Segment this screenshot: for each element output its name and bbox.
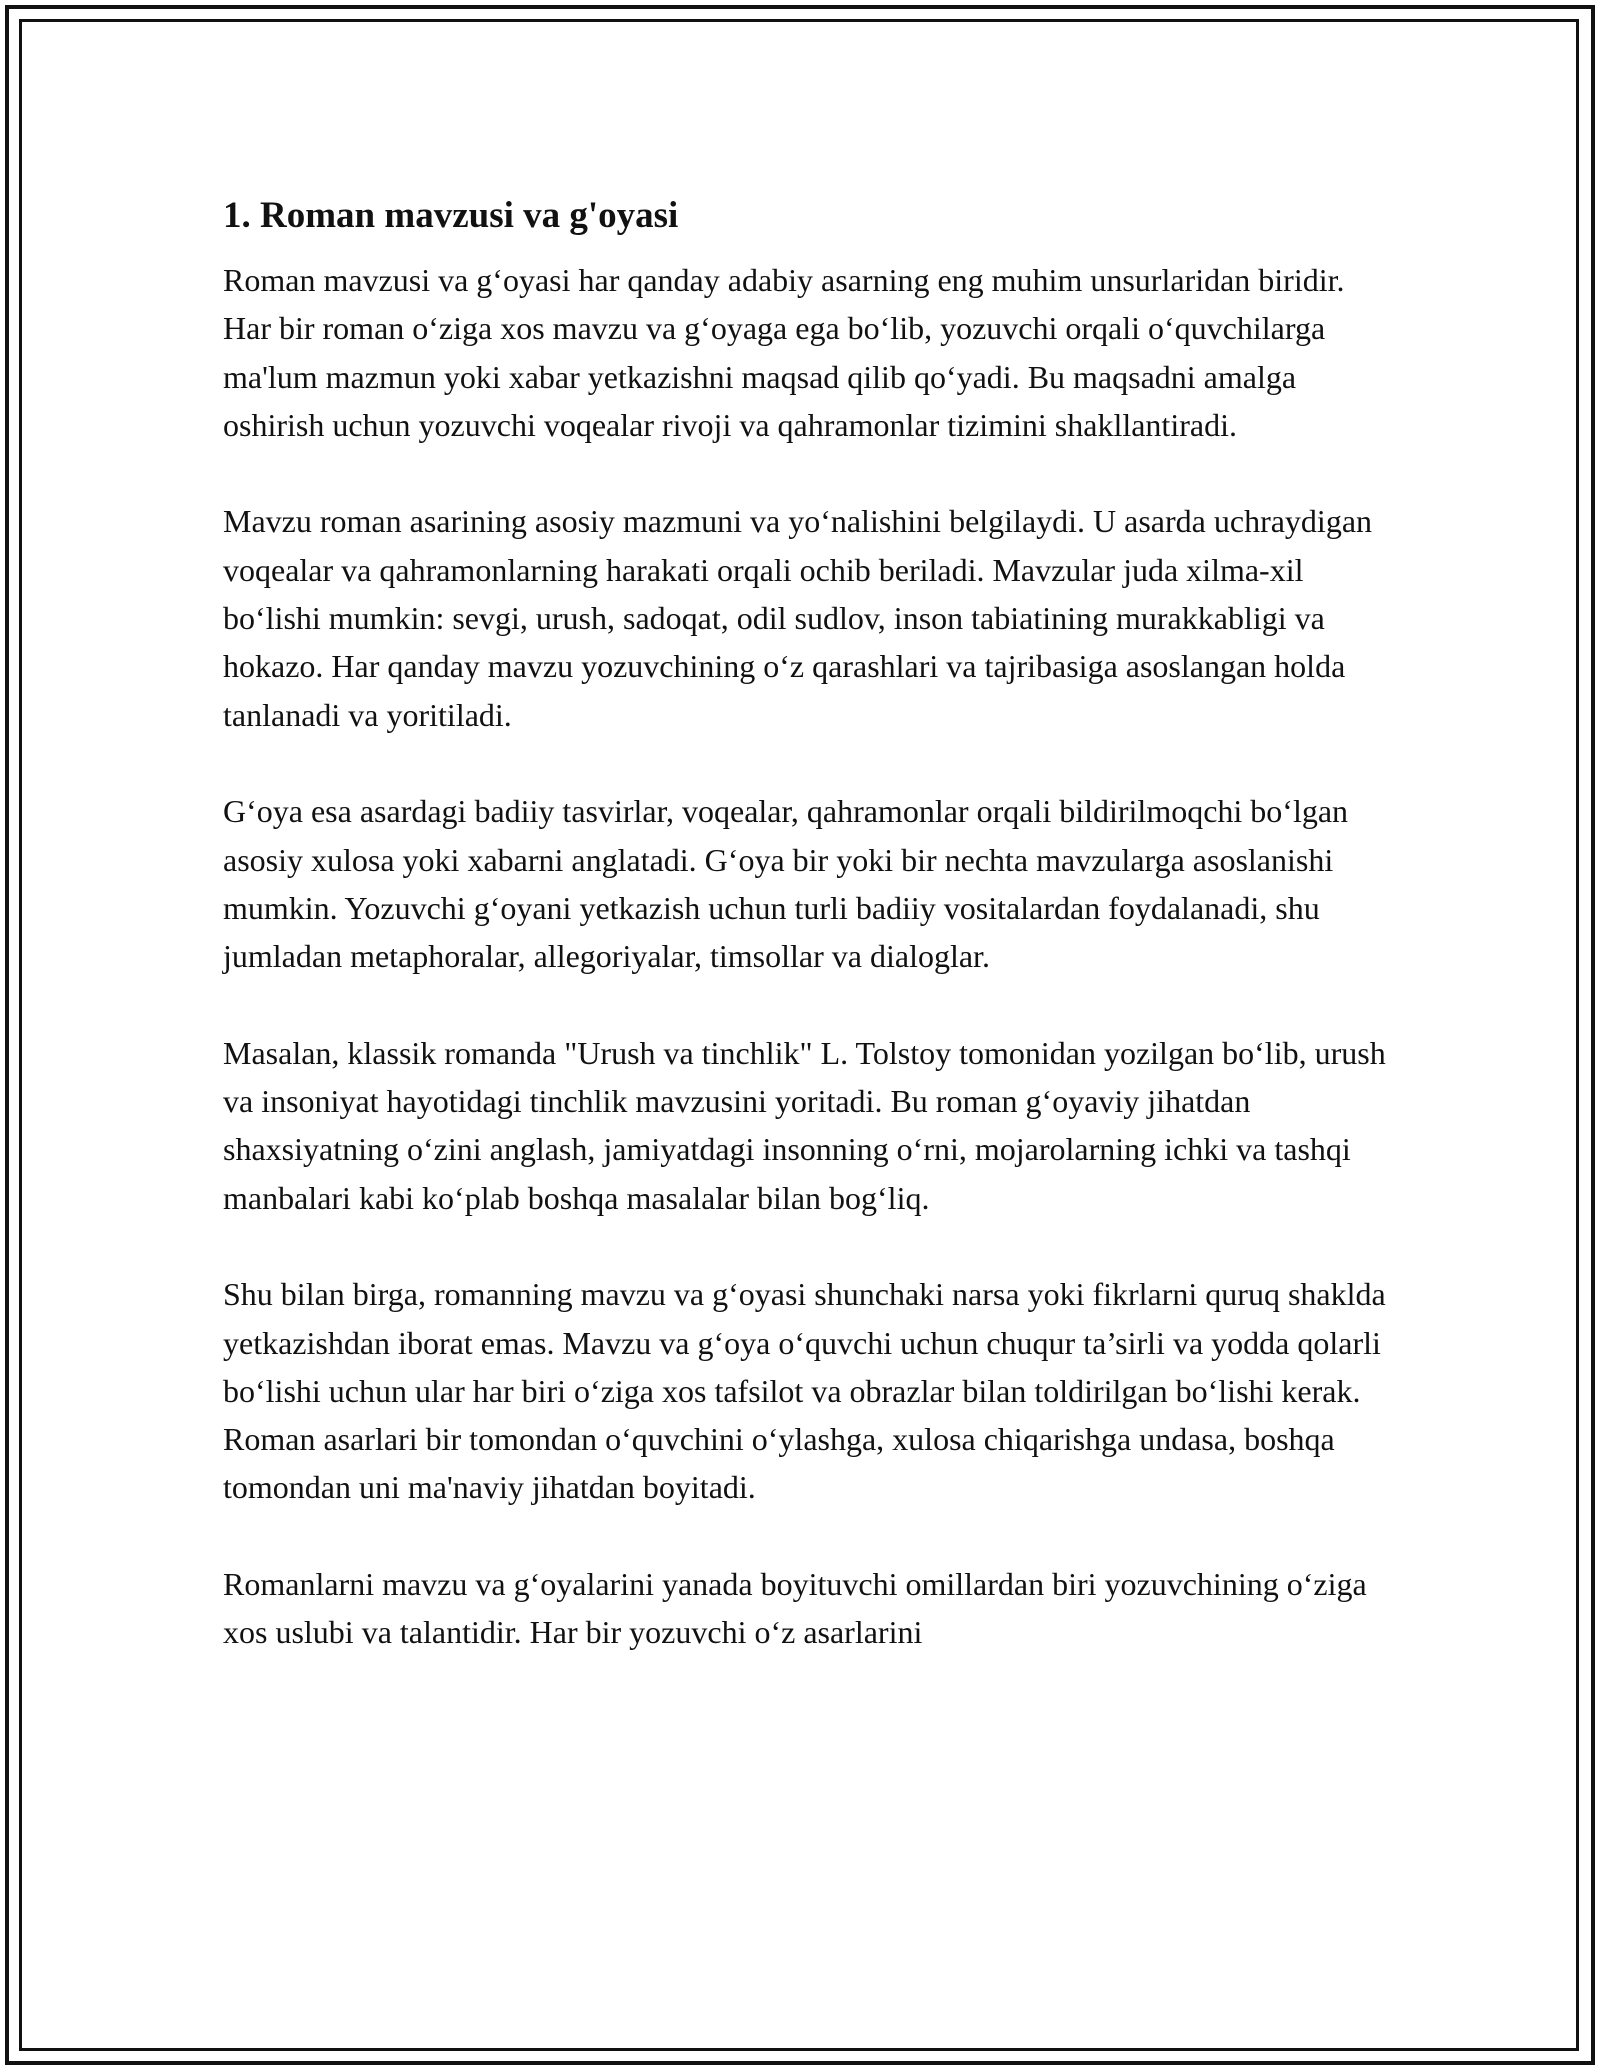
section-heading: 1. Roman mavzusi va g'oyasi xyxy=(223,195,679,236)
paragraph-6: Romanlarni mavzu va g‘oyalarini yanada boyituvchi omillardan biri yozuvchining o‘ziga xos uslubi va talantidir. Har bir yozuvchi o‘z asarlarini xyxy=(223,1566,1367,1651)
paragraph-5: Shu bilan birga, romanning mavzu va g‘oyasi shunchaki narsa yoki fikrlarni quruq shaklda yetkazishdan iborat emas. Mavzu va g‘oya o‘quvchi uchun chuqur ta’sirli va yodda qolarli bo‘lishi uchun ular har biri o‘ziga xos tafsilot va obrazlar bilan toldirilgan bo‘lishi kerak. Roman asarlari bir tomondan o‘quvchini o‘ylashga, xulosa chiqarishga undasa, boshqa tomondan uni ma'naviy jihatdan boyitadi. xyxy=(223,1276,1386,1506)
paragraph-1: Roman mavzusi va g‘oyasi har qanday adabiy asarning eng muhim unsurlaridan biridir. Har bir roman o‘ziga xos mavzu va g‘oyaga ega bo‘lib, yozuvchi orqali o‘quvchilarga ma'lum mazmun yoki xabar yetkazishni maqsad qilib qo‘yadi. Bu maqsadni amalga oshirish uchun yozuvchi voqealar rivoji va qahramonlar tizimini shakllantiradi. xyxy=(223,262,1345,443)
document-body xyxy=(223,188,1388,1657)
paragraph-4: Masalan, klassik romanda "Urush va tinchlik" L. Tolstoy tomonidan yozilgan bo‘lib, urush va insoniyat hayotidagi tinchlik mavzusini yoritadi. Bu roman g‘oyaviy jihatdan shaxsiyatning o‘zini anglash, jamiyatdagi insonning o‘rni, mojarolarning ichki va tashqi manbalari kabi ko‘plab boshqa masalalar bilan bog‘liq. xyxy=(223,1034,1386,1216)
paragraph-2: Mavzu roman asarining asosiy mazmuni va yo‘nalishini belgilaydi. U asarda uchraydigan voqealar va qahramonlarning harakati orqali ochib beriladi. Mavzular juda xilma-xil bo‘lishi mumkin: sevgi, urush, sadoqat, odil sudlov, inson tabiatining murakkabligi va hokazo. Har qanday mavzu yozuvchining o‘z qarashlari va tajribasiga asoslangan holda tanlanadi va yoritiladi. xyxy=(223,503,1373,733)
paragraph-3: G‘oya esa asardagi badiiy tasvirlar, voqealar, qahramonlar orqali bildirilmoqchi bo‘lgan asosiy xulosa yoki xabarni anglatadi. G‘oya bir yoki bir nechta mavzularga asoslanishi mumkin. Yozuvchi g‘oyani yetkazish uchun turli badiiy vositalardan foydalanadi, shu jumladan metaphoralar, allegoriyalar, timsollar va dialoglar. xyxy=(223,793,1349,975)
